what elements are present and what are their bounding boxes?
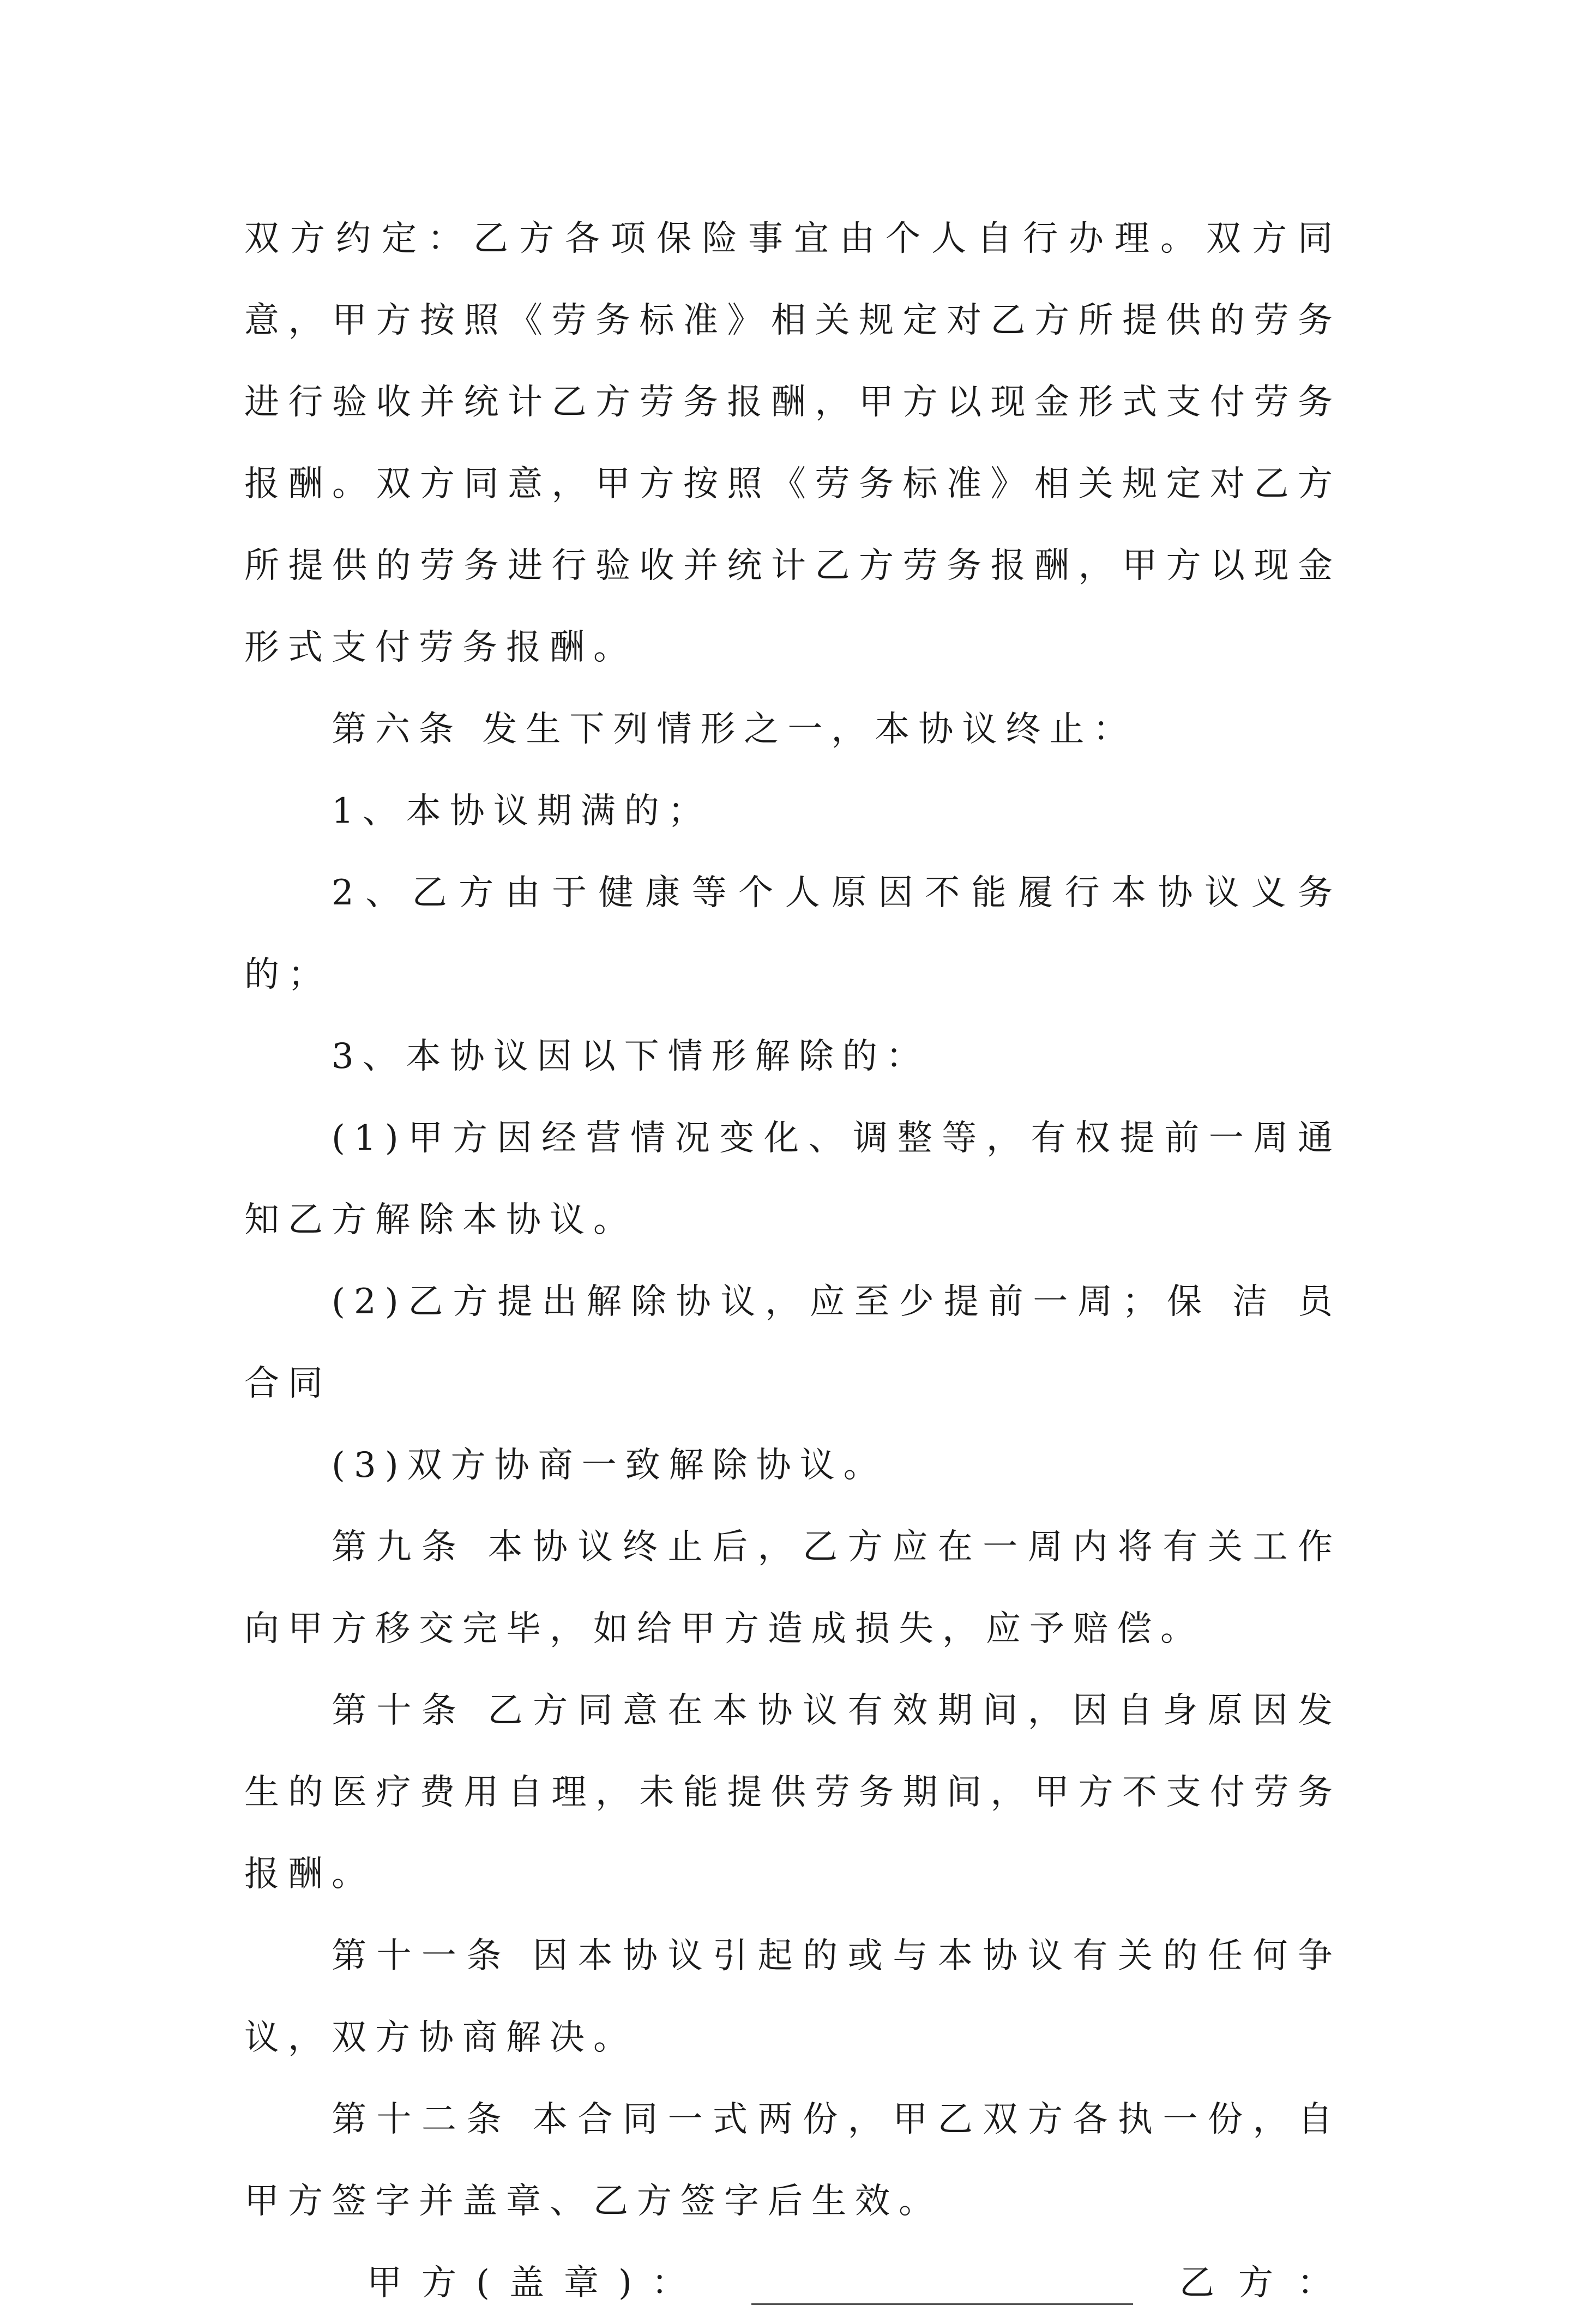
paragraph-insurance-payment: 双方约定：乙方各项保险事宜由个人自行办理。双方同意，甲方按照《劳务标准》相关规定对乙方所提供的劳务进行验收并统计乙方劳务报酬，甲方以现金形式支付劳务报酬。双方同意，甲方按照《劳务标准》相关规定对乙方所提供的劳务进行验收并统计乙方劳务报酬，甲方以现金形式支付劳务报酬。 (244, 219, 1341, 668)
paragraph-article-6: 第六条 发生下列情形之一，本协议终止： (332, 709, 1137, 750)
party-b-label: 乙方： (1179, 2263, 1356, 2303)
signature-row (244, 2242, 1356, 2324)
paragraph-item-3: 3、本协议因以下情形解除的： (332, 1036, 930, 1077)
signature-line (751, 2303, 1133, 2305)
document-body (244, 198, 1356, 2324)
paragraph-subitem-1: (1)甲方因经营情况变化、调整等，有权提前一周通知乙方解除本协议。 (244, 1118, 1341, 1240)
paragraph-article-9: 第九条 本协议终止后，乙方应在一周内将有关工作向甲方移交完毕，如给甲方造成损失，应予赔偿。 (244, 1527, 1341, 1649)
paragraph-article-12: 第十二条 本合同一式两份，甲乙双方各执一份，自甲方签字并盖章、乙方签字后生效。 (244, 2099, 1341, 2222)
paragraph-article-10: 第十条 乙方同意在本协议有效期间，因自身原因发生的医疗费用自理，未能提供劳务期间，甲方不支付劳务报酬。 (244, 1691, 1341, 1894)
paragraph-subitem-2: (2)乙方提出解除协议，应至少提前一周；保 洁 员 合同 (244, 1282, 1341, 1404)
party-a-label: 甲方(盖章)： (367, 2263, 706, 2303)
paragraph-item-2: 2、乙方由于健康等个人原因不能履行本协议义务的； (244, 873, 1341, 995)
paragraph-item-1: 1、本协议期满的； (332, 791, 712, 831)
paragraph-subitem-3: (3)双方协商一致解除协议。 (332, 1445, 887, 1486)
signature-block (244, 2242, 1356, 2324)
paragraph-article-11: 第十一条 因本协议引起的或与本协议有关的任何争议，双方协商解决。 (244, 1936, 1341, 2058)
